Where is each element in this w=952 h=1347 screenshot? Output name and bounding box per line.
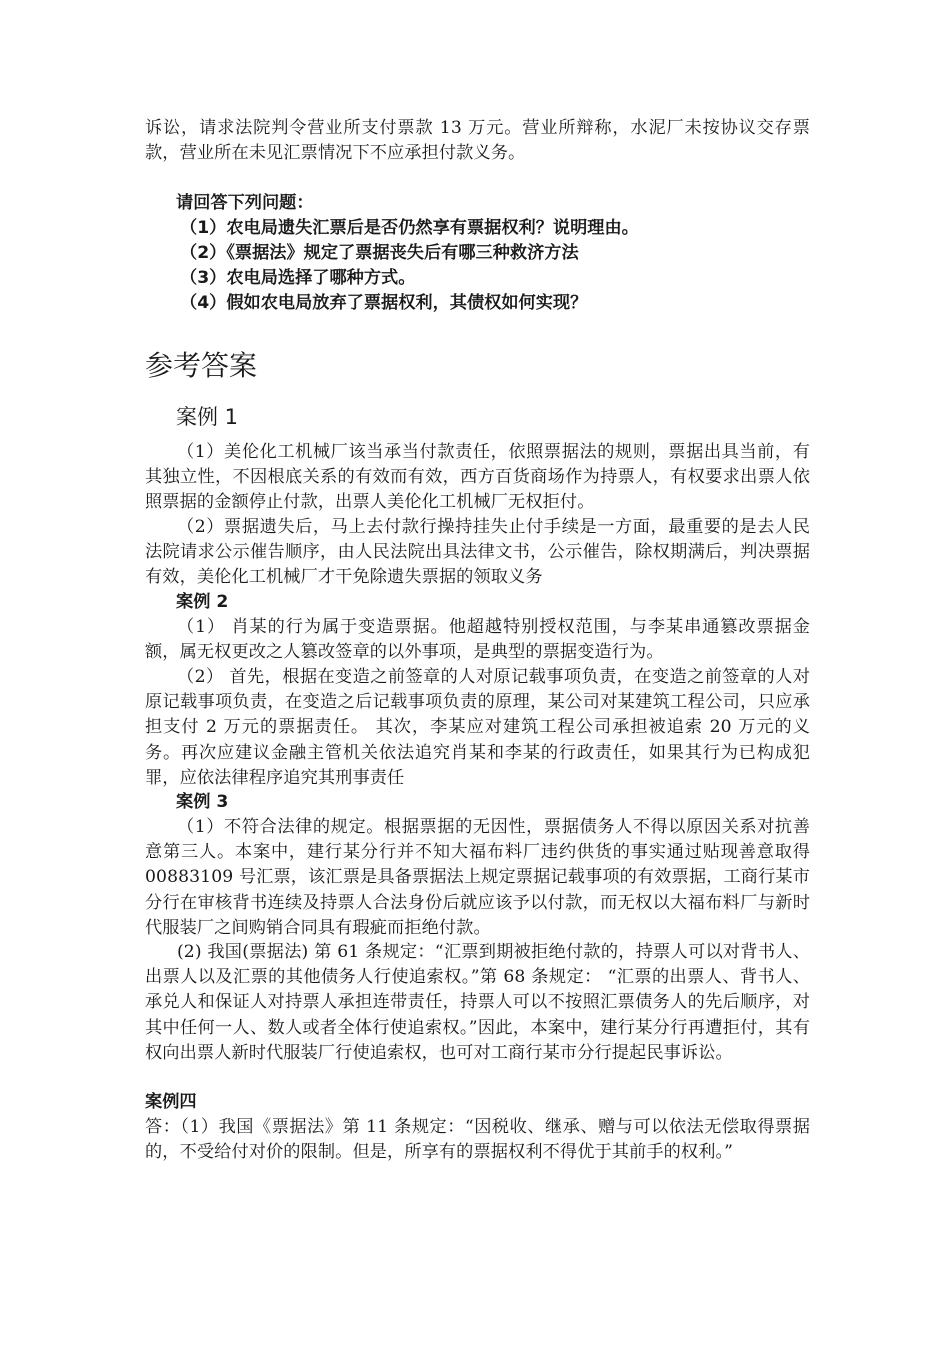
answers-title: 参考答案 — [145, 349, 258, 382]
case2-heading: 案例 2 — [176, 592, 229, 612]
case2-paragraph-1: （1） 肖某的行为属于变造票据。他超越特别授权范围，与李某串通篡改票据金额，属无权更改之人篡改签章的以外事项，是典型的票据变造行为。 — [145, 617, 810, 663]
case1-paragraph-2: （2）票据遗失后，马上去付款行操持挂失止付手续是一方面，最重要的是去人民法院请求公示催告顺序，由人民法院出具法律文书，公示催告，除权期满后，判决票据有效，美伦化工机械厂才干免除遗失票据的领取义务 — [145, 517, 810, 588]
case4-paragraph-1: 答：（1）我国《票据法》第 11 条规定：“因税收、继承、赠与可以依法无偿取得票据的，不受给付对价的限制。但是，所享有的票据权利不得优于其前手的权利。” — [145, 1117, 810, 1163]
intro-paragraph: 诉讼，请求法院判令营业所支付票款 13 万元。营业所辩称，水泥厂未按协议交存票款，营业所在未见汇票情况下不应承担付款义务。 — [145, 118, 810, 164]
questions-heading: 请回答下列问题： — [176, 193, 314, 213]
question-4: （4）假如农电局放弃了票据权利，其债权如何实现？ — [180, 293, 588, 313]
case3-heading: 案例 3 — [176, 792, 229, 812]
case2-paragraph-2: （2） 首先，根据在变造之前签章的人对原记载事项负责，在变造之前签章的人对原记载事项负责，在变造之后记载事项负责的原理，某公司对某建筑工程公司，只应承担支付 2 万元的票据责任。 其次，李某应对建筑工程公司承担被追索 20 万元的义务。再次应建议金融主管机关依法追究肖某和李某的行政责任，如果其行为已构成犯罪，应依法律程序追究其刑事责任 — [145, 667, 810, 788]
case3-paragraph-2: (2) 我国(票据法) 第 61 条规定：“汇票到期被拒绝付款的，持票人可以对背书人、出票人以及汇票的其他债务人行使追索权。”第 68 条规定： “汇票的出票人、背书人、承兑人和保证人对持票人承担连带责任，持票人可以不按照汇票债务人的先后顺序，对其中任何一人、数人或者全体行使追索权。”因此，本案中，建行某分行再遭拒付，其有权向出票人新时代服装厂行使追索权，也可对工商行某市分行提起民事诉讼。 — [145, 942, 810, 1063]
case4-heading: 案例四 — [145, 1092, 197, 1112]
case3-paragraph-1: （1）不符合法律的规定。根据票据的无因性，票据债务人不得以原因关系对抗善意第三人。本案中，建行某分行并不知大福布料厂违约供货的事实通过贴现善意取得 00883109 号汇票，该汇票是具备票据法上规定票据记载事项的有效票据，工商行某市分行在审核背书连续及持票人合法身份后就应该予以付款，而无权以大福布料厂与新时代服装厂之间购销合同具有瑕疵而拒绝付款。 — [145, 817, 810, 938]
case1-heading: 案例 1 — [176, 405, 239, 429]
question-3: （3）农电局选择了哪种方式。 — [180, 268, 416, 288]
question-2: （2）《票据法》规定了票据丧失后有哪三种救济方法 — [180, 243, 579, 263]
case1-paragraph-1: （1）美伦化工机械厂该当承当付款责任，依照票据法的规则，票据出具当前，有其独立性，不因根底关系的有效而有效，西方百货商场作为持票人，有权要求出票人依照票据的金额停止付款，出票人美伦化工机械厂无权拒付。 — [145, 442, 810, 513]
question-1: （1）农电局遗失汇票后是否仍然享有票据权利？说明理由。 — [180, 218, 639, 238]
